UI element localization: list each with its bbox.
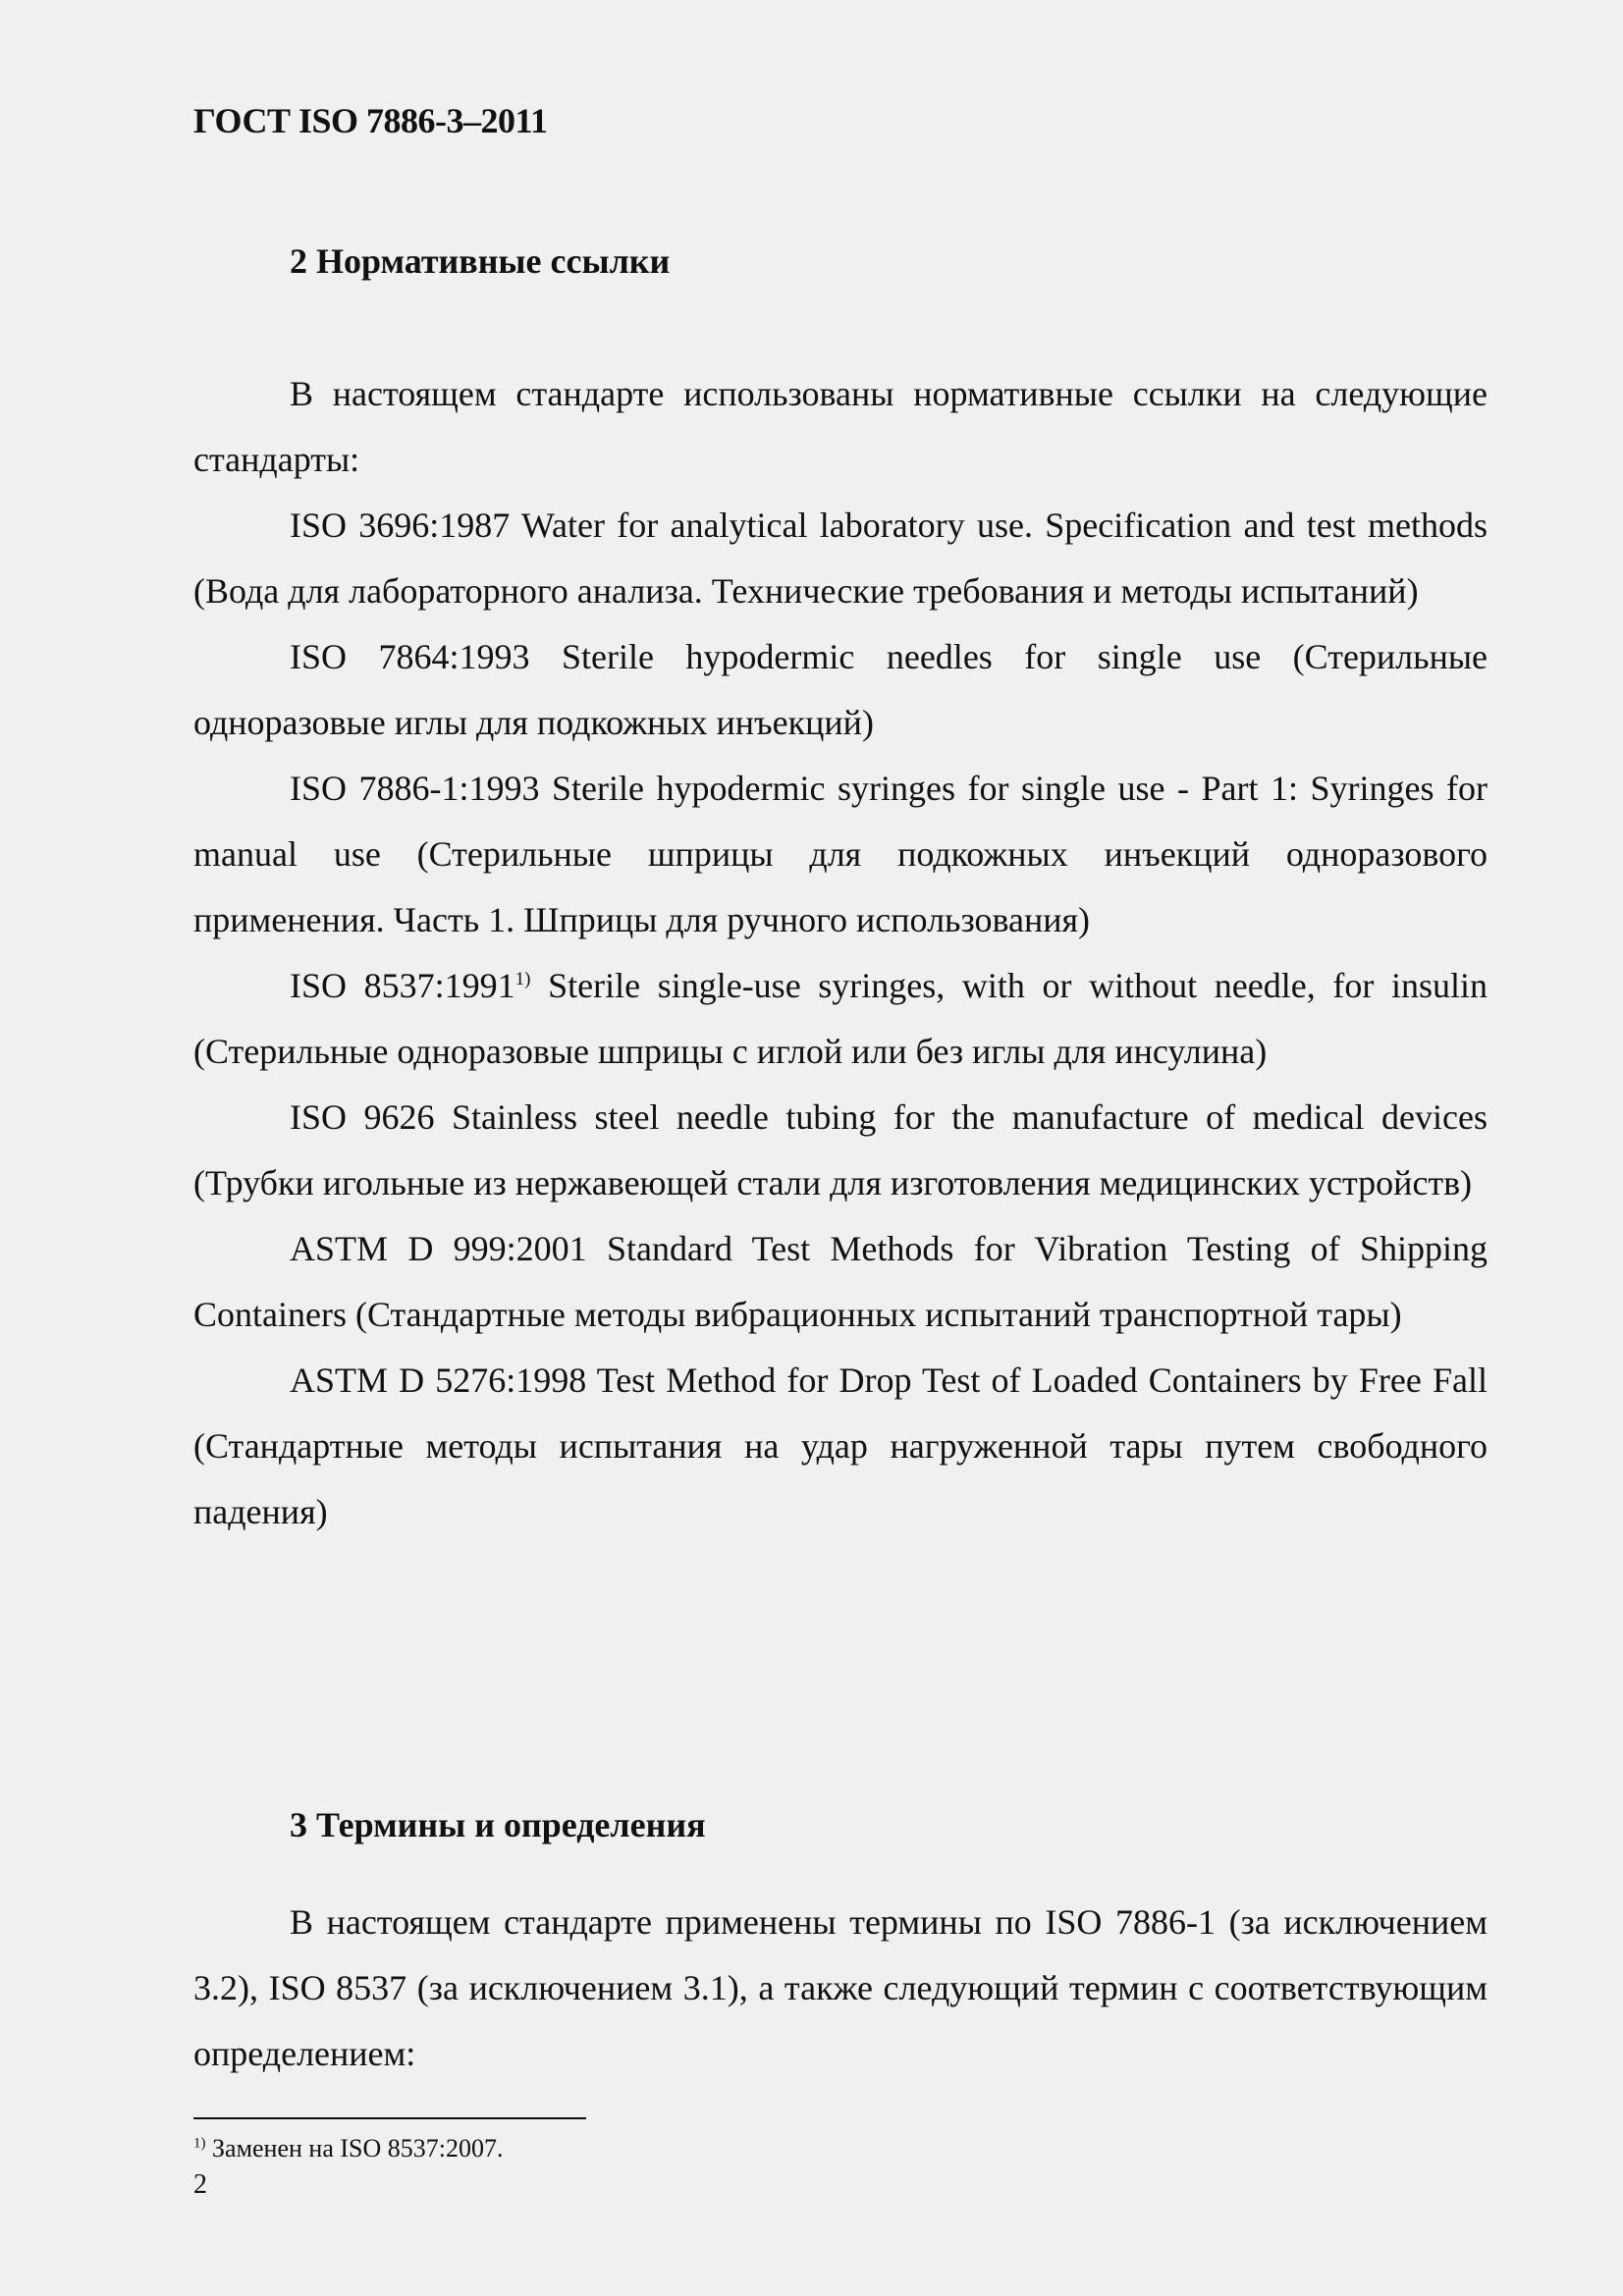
reference-iso-8537-code: ISO 8537:1991 xyxy=(290,966,515,1005)
footnote-reference-mark: 1) xyxy=(514,969,531,989)
document-code: ГОСТ ISO 7886-3–2011 xyxy=(193,101,548,140)
reference-iso-7864: ISO 7864:1993 Sterile hypodermic needles for single use (Стерильные одноразовые иглы для подкожных инъекций) xyxy=(193,637,1488,742)
section-3-body xyxy=(193,1890,1488,2087)
footnote-text: Заменен на ISO 8537:2007. xyxy=(205,2134,504,2163)
reference-iso-7886-1: ISO 7886-1:1993 Sterile hypodermic syringes for single use - Part 1: Syringes for manual use (Стерильные шприцы для подкожных инъекций одноразового применения. Часть 1. Шприцы для ручного использования) xyxy=(193,769,1488,939)
page-number: 2 xyxy=(193,2169,207,2200)
section-3-intro: В настоящем стандарте применены термины по ISO 7886-1 (за исключением 3.2), ISO 8537 (за исключением 3.1), а также следующий термин с соответствующим определением: xyxy=(193,1902,1488,2073)
reference-iso-8537-title: Sterile single-use syringes, with or without needle, for insulin (Стерильные одноразовые шприцы с иглой или без иглы для инсулина) xyxy=(193,966,1488,1071)
reference-astm-d999: ASTM D 999:2001 Standard Test Methods for Vibration Testing of Shipping Containers (Стандартные методы вибрационных испытаний транспортной тары) xyxy=(193,1229,1488,1334)
section-2-body xyxy=(193,361,1488,1545)
reference-astm-d5276: ASTM D 5276:1998 Test Method for Drop Test of Loaded Containers by Free Fall (Стандартные методы испытания на удар нагруженной тары путем свободного падения) xyxy=(193,1361,1488,1531)
section-2-heading: 2 Нормативные ссылки xyxy=(290,241,671,281)
reference-iso-8537 xyxy=(193,953,1488,1085)
footnote xyxy=(193,2134,504,2163)
reference-iso-9626: ISO 9626 Stainless steel needle tubing for the manufacture of medical devices (Трубки игольные из нержавеющей стали для изготовления медицинских устройств) xyxy=(193,1097,1488,1202)
footnote-divider xyxy=(193,2117,586,2119)
section-3-heading: 3 Термины и определения xyxy=(290,1805,706,1844)
footnote-mark: 1) xyxy=(193,2135,206,2152)
reference-iso-3696: ISO 3696:1987 Water for analytical laboratory use. Specification and test methods (Вода для лабораторного анализа. Технические требования и методы испытаний) xyxy=(193,506,1488,611)
section-2-intro: В настоящем стандарте использованы нормативные ссылки на следующие стандарты: xyxy=(193,374,1488,479)
